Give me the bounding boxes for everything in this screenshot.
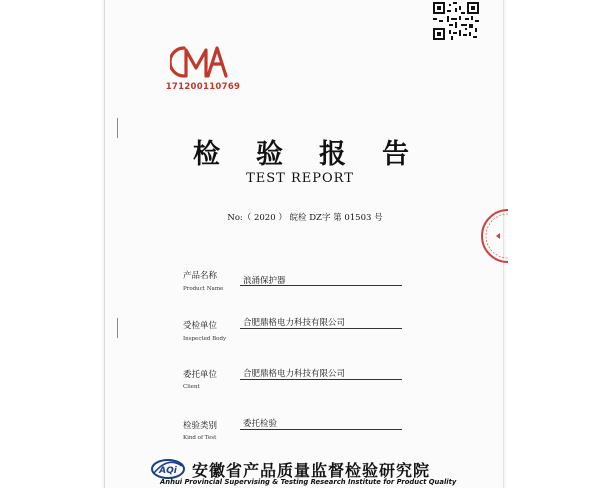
cma-logo-icon	[170, 42, 232, 82]
field-value-kind-of-test: 委托检验	[243, 419, 278, 429]
binding-mark	[117, 118, 118, 138]
qr-code-icon	[433, 2, 479, 40]
field-label-en-client: Client	[183, 384, 200, 390]
field-label-kind-of-test: 检验类别	[183, 421, 218, 431]
field-underline	[240, 379, 402, 380]
field-underline	[240, 328, 402, 329]
official-seal-icon	[478, 206, 508, 266]
field-label-inspected-body: 受检单位	[183, 321, 218, 331]
field-value-product-name: 浪涌保护器	[243, 276, 286, 286]
report-number: No:（ 2020 ） 皖检 DZ字 第 01503 号	[227, 213, 383, 223]
field-value-client: 合肥鼎格电力科技有限公司	[243, 369, 346, 379]
report-title-en: TEST REPORT	[246, 171, 354, 186]
aqi-logo-icon	[150, 458, 186, 480]
field-underline	[240, 285, 402, 286]
field-value-inspected-body: 合肥鼎格电力科技有限公司	[243, 318, 346, 328]
field-label-en-inspected-body: Inspected Body	[183, 336, 227, 342]
binding-mark	[117, 318, 118, 338]
cma-number: 171200110769	[165, 82, 241, 92]
field-label-en-product-name: Product Name	[183, 286, 224, 292]
institute-name-en: Anhui Provincial Supervising & Testing Research Institute for Product Quality	[160, 478, 457, 486]
field-label-product-name: 产品名称	[183, 271, 218, 281]
svg-text:AQi: AQi	[159, 466, 177, 476]
field-label-client: 委托单位	[183, 370, 218, 380]
report-page	[104, 0, 504, 488]
institute-name-cn: 安徽省产品质量监督检验研究院	[192, 461, 431, 480]
field-label-en-kind-of-test: Kind of Test	[183, 435, 217, 441]
field-underline	[240, 429, 402, 430]
report-title-cn: 检验报告	[193, 139, 445, 170]
